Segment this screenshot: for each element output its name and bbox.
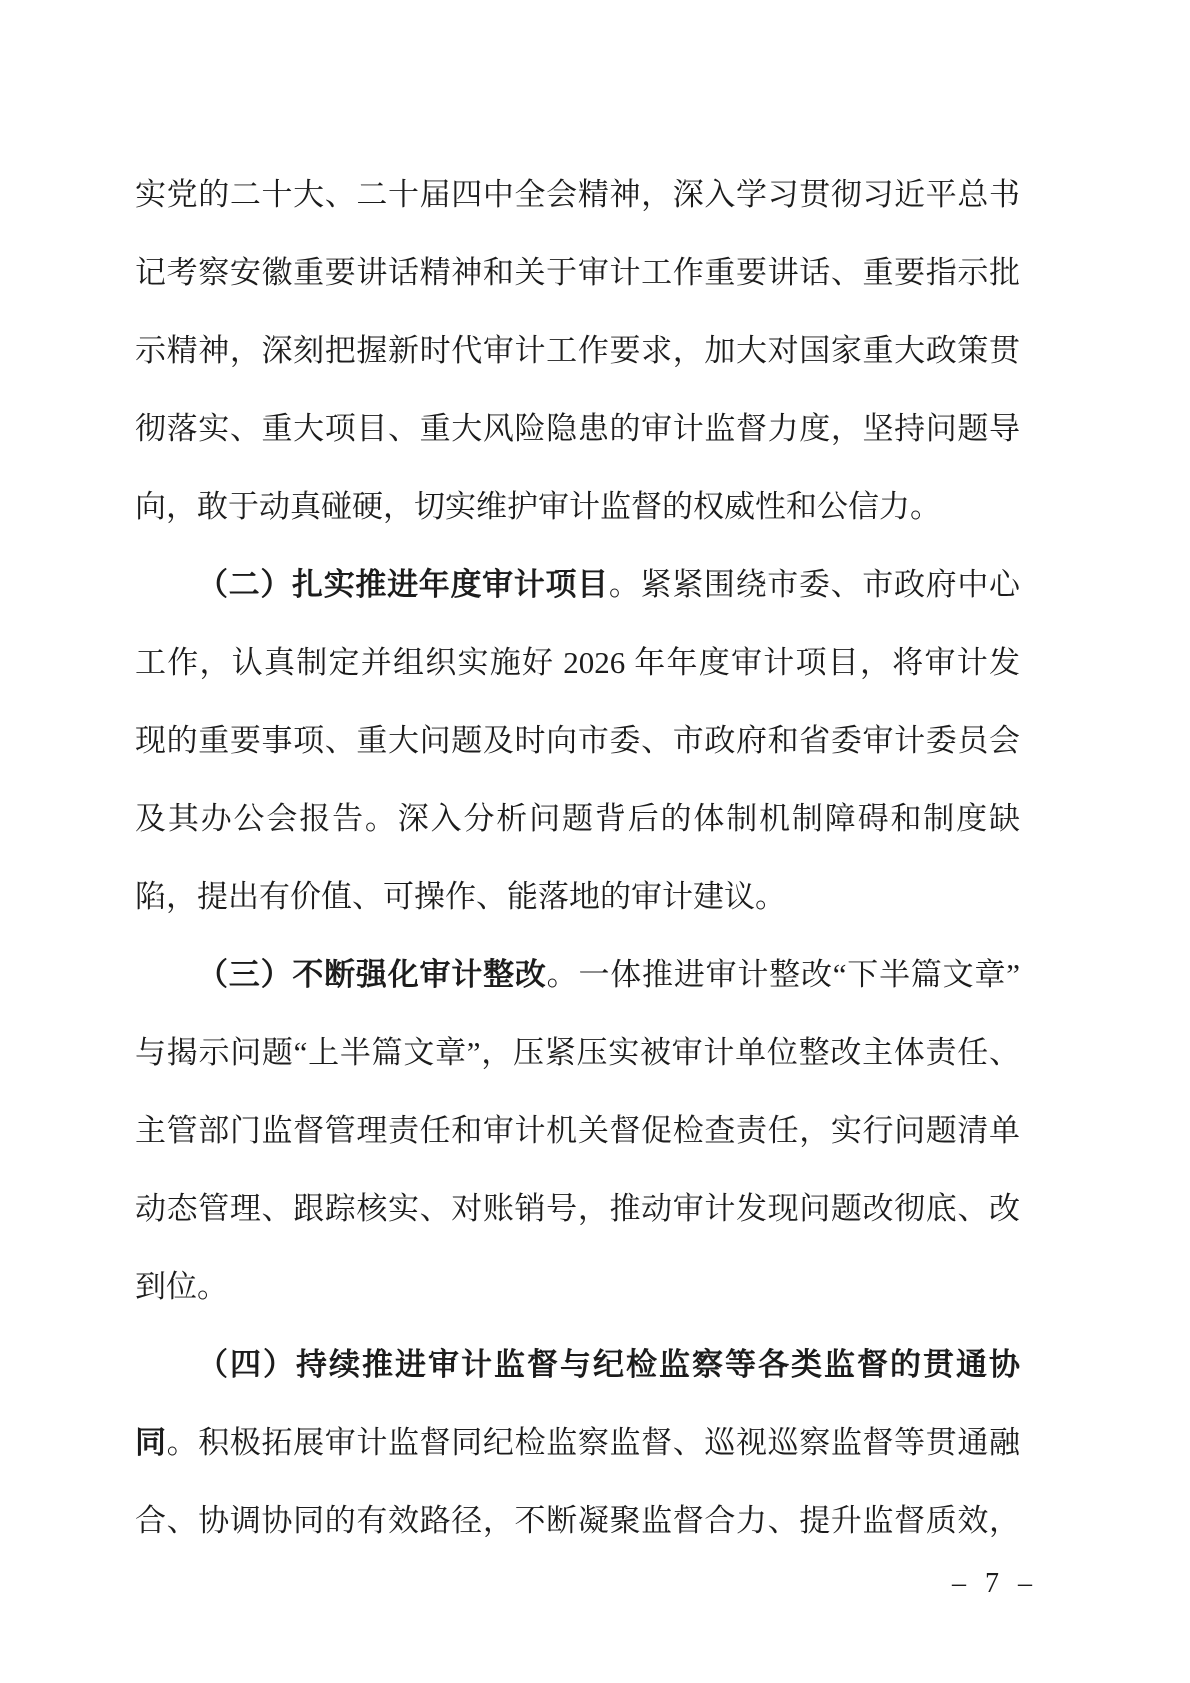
text-segment: 向，敢于动真碰硬，切实维护审计监督的权威性和公信力。	[135, 489, 941, 524]
text-segment: 动态管理、跟踪核实、对账销号，推动审计发现问题改彻底、改	[135, 1191, 1020, 1226]
text-line	[135, 1014, 1020, 1092]
text-line	[135, 1170, 1020, 1248]
text-segment: 与揭示问题“上半篇文章”，压紧压实被审计单位整改主体责任、	[135, 1035, 1020, 1070]
text-line	[135, 390, 1020, 468]
heading-segment: 同	[135, 1425, 167, 1460]
text-line	[135, 1404, 1020, 1482]
document-body	[135, 156, 1020, 1560]
text-segment: 主管部门监督管理责任和审计机关督促检查责任，实行问题清单	[135, 1113, 1020, 1148]
text-line	[135, 624, 1020, 702]
text-line	[135, 1248, 1020, 1326]
text-line	[135, 312, 1020, 390]
text-segment: 及其办公会报告。深入分析问题背后的体制机制障碍和制度缺	[135, 801, 1020, 836]
text-line	[135, 1482, 1020, 1560]
text-segment: 到位。	[135, 1269, 228, 1304]
text-line	[135, 780, 1020, 858]
text-segment: 工作，认真制定并组织实施好 2026 年年度审计项目，将审计发	[135, 645, 1020, 680]
text-line	[135, 702, 1020, 780]
text-line	[135, 468, 1020, 546]
text-segment: 示精神，深刻把握新时代审计工作要求，加大对国家重大政策贯	[135, 333, 1020, 368]
text-segment: 现的重要事项、重大问题及时向市委、市政府和省委审计委员会	[135, 723, 1020, 758]
text-segment: 彻落实、重大项目、重大风险隐患的审计监督力度，坚持问题导	[135, 411, 1020, 446]
text-segment: 。紧紧围绕市委、市政府中心	[608, 567, 1020, 602]
page-number: – 7 –	[952, 1568, 1038, 1599]
text-segment: 陷，提出有价值、可操作、能落地的审计建议。	[135, 879, 786, 914]
text-line-heading-3	[135, 936, 1020, 1014]
text-line-heading-4	[135, 1326, 1020, 1404]
text-segment: 记考察安徽重要讲话精神和关于审计工作重要讲话、重要指示批	[135, 255, 1020, 290]
text-segment: 实党的二十大、二十届四中全会精神，深入学习贯彻习近平总书	[135, 177, 1020, 212]
text-line	[135, 234, 1020, 312]
text-line	[135, 156, 1020, 234]
text-segment: 合、协调协同的有效路径，不断凝聚监督合力、提升监督质效，	[135, 1503, 1020, 1538]
text-segment: 。一体推进审计整改“下半篇文章”	[546, 957, 1020, 992]
text-segment: 。积极拓展审计监督同纪检监察监督、巡视巡察监督等贯通融	[166, 1425, 1020, 1460]
heading-segment: （二）扎实推进年度审计项目	[197, 567, 609, 602]
heading-segment: （四）持续推进审计监督与纪检监察等各类监督的贯通协	[197, 1347, 1020, 1382]
heading-segment: （三）不断强化审计整改	[197, 957, 547, 992]
text-line-heading-2	[135, 546, 1020, 624]
text-line	[135, 1092, 1020, 1170]
text-line	[135, 858, 1020, 936]
